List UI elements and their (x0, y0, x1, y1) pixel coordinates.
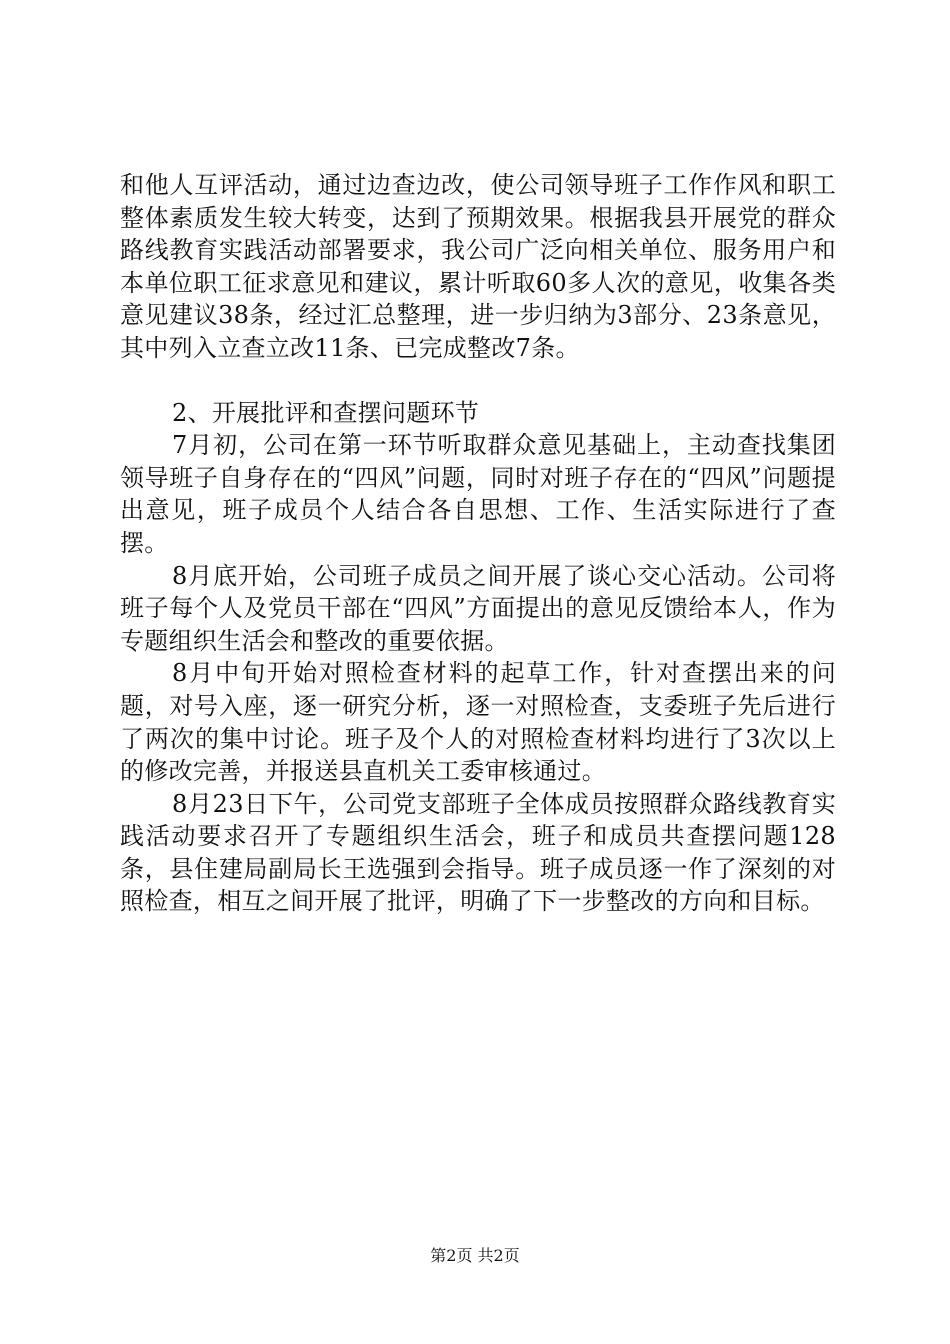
paragraph-july-review: 7月初，公司在第一环节听取群众意见基础上，主动查找集团领导班子自身存在的“四风”问题，同时对班子存在的“四风”问题提出意见，班子成员个人结合各自思想、工作、生活实际进行了查摆。 (120, 431, 836, 557)
paragraph-feedback-summary: 和他人互评活动，通过边查边改，使公司领导班子工作作风和职工整体素质发生较大转变，达到了预期效果。根据我县开展党的群众路线教育实践活动部署要求，我公司广泛向相关单位、服务用户和本单位职工征求意见和建议，累计听取60多人次的意见，收集各类意见建议38条，经过汇总整理，进一步归纳为3部分、23条意见，其中列入立查立改11条、已完成整改7条。 (120, 171, 836, 362)
page-number-footer: 第2页 共2页 (430, 1246, 520, 1265)
paragraph-august-23-meeting: 8月23日下午，公司党支部班子全体成员按照群众路线教育实践活动要求召开了专题组织生活会，班子和成员共查摆问题128条，县住建局副局长王选强到会指导。班子成员逐一作了深刻的对照检查，相互之间开展了批评，明确了下一步整改的方向和目标。 (120, 789, 836, 916)
paragraph-mid-august-drafting: 8月中旬开始对照检查材料的起草工作，针对查摆出来的问题，对号入座，逐一研究分析，逐一对照检查，支委班子先后进行了两次的集中讨论。班子及个人的对照检查材料均进行了3次以上的修改完善，并报送县直机关工委审核通过。 (120, 659, 836, 786)
section-heading-criticism: 2、开展批评和查摆问题环节 (172, 398, 480, 427)
paragraph-august-talks: 8月底开始，公司班子成员之间开展了谈心交心活动。公司将班子每个人及党员干部在“四风”方面提出的意见反馈给本人，作为专题组织生活会和整改的重要依据。 (120, 561, 836, 655)
paragraph-spacer (120, 365, 836, 397)
document-body (120, 169, 836, 918)
